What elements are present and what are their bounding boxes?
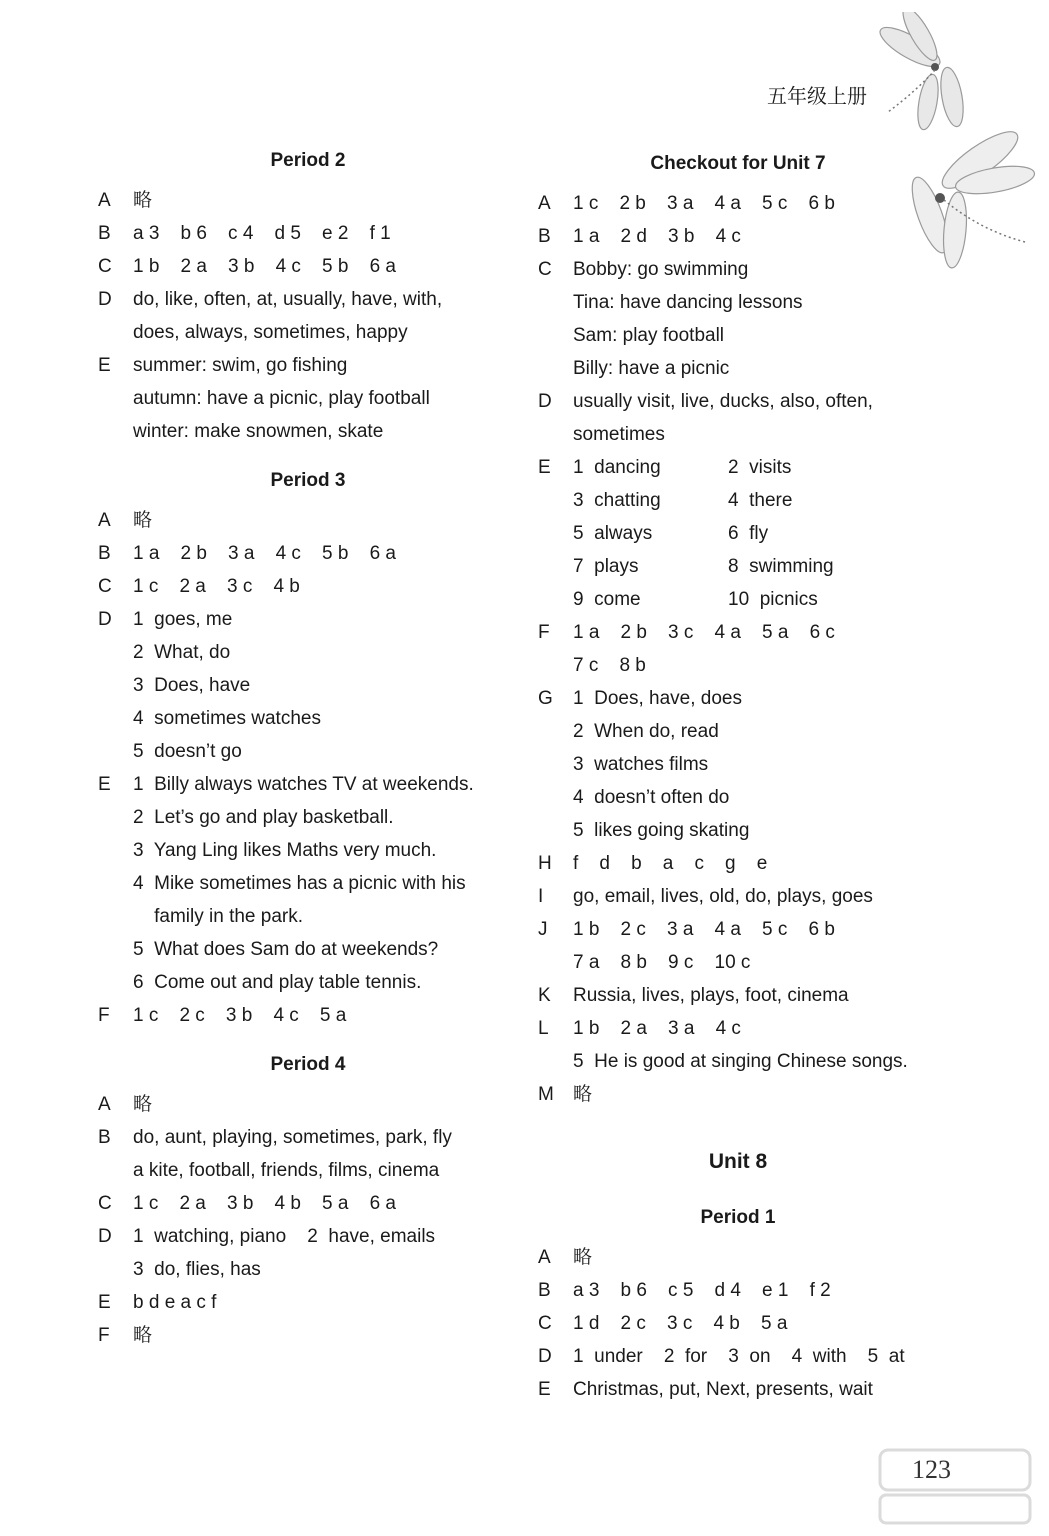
answer-row [98,1286,518,1319]
answer-text-second: 4 there [728,490,793,511]
answer-row [98,900,518,933]
answer-label [538,649,573,682]
answer-label: K [538,985,551,1006]
title-gap [538,1177,938,1185]
answer-label: E [538,457,551,478]
answer-text: 5 He is good at singing Chinese songs. [573,1051,908,1072]
answer-row [98,999,518,1032]
answer-label: B [98,223,111,244]
answer-text-second: 8 swimming [728,556,834,577]
section-title: Unit 8 [708,1150,768,1173]
answer-row [538,649,938,682]
section-spacer [98,448,518,466]
answer-text: a 3 b 6 c 5 d 4 e 1 f 2 [573,1280,831,1301]
answer-row [98,1220,518,1253]
answer-label: C [98,576,112,597]
answer-text: 1 b 2 c 3 a 4 a 5 c 6 b [573,919,835,940]
answer-row [538,979,938,1012]
answer-text: sometimes [573,424,665,445]
answer-row [98,250,518,283]
answer-text: 3 chatting [573,490,661,511]
answer-label [98,900,133,933]
answer-row [98,1253,518,1286]
answer-label: A [98,1094,111,1115]
watermark-logo [870,1440,1040,1530]
answer-label [98,1154,133,1187]
answer-label: D [538,1346,552,1367]
answer-label [98,1253,133,1286]
answer-row [98,217,518,250]
answer-text: 略 [133,1094,153,1115]
answer-text: 1 c 2 c 3 b 4 c 5 a [133,1005,347,1026]
answer-text: 4 doesn’t often do [573,787,730,808]
answer-text-second: 6 fly [728,523,769,544]
answer-row [98,1088,518,1121]
answer-label: D [538,391,552,412]
section-title: Period 4 [270,1054,346,1075]
answer-row [538,1373,938,1406]
answer-text: Bobby: go swimming [573,259,749,280]
answer-label: E [98,355,111,376]
answer-label: E [98,1292,111,1313]
answer-row [98,349,518,382]
answer-row [98,768,518,801]
answer-text: 略 [133,510,153,531]
answer-text: a 3 b 6 c 4 d 5 e 2 f 1 [133,223,391,244]
answer-label: J [538,919,548,940]
answer-row [98,966,518,999]
answer-row [98,415,518,448]
answer-text: 1 c 2 a 3 c 4 b [133,576,300,597]
answer-row [538,286,938,319]
title-gap [538,1233,938,1241]
answer-row [98,1121,518,1154]
answer-text: Russia, lives, plays, foot, cinema [573,985,849,1006]
answer-label [538,517,573,550]
answer-label [98,966,133,999]
answer-text: 7 c 8 b [573,655,646,676]
title-gap [98,176,518,184]
answer-label [98,933,133,966]
answer-row [98,801,518,834]
answer-row [98,1187,518,1220]
answer-row [98,636,518,669]
answer-row [98,933,518,966]
answer-row [538,220,938,253]
answer-row [538,715,938,748]
answer-row [538,517,938,550]
answer-label: E [538,1379,551,1400]
answer-text: 1 watching, piano 2 have, emails [133,1226,436,1247]
answer-row [538,781,938,814]
answer-text: 5 likes going skating [573,820,750,841]
answer-row [538,1340,938,1373]
answer-row [538,187,938,220]
left-answer-column [98,146,518,1352]
answer-label [98,415,133,448]
answer-label: B [98,543,111,564]
answer-row [538,1078,938,1111]
answer-text: 1 a 2 d 3 b 4 c [573,226,741,247]
answer-text: 9 come [573,589,641,610]
answer-label [98,316,133,349]
answer-row [98,834,518,867]
answer-row [538,550,938,583]
answer-text: Sam: play football [573,325,725,346]
answer-text: 7 a 8 b 9 c 10 c [573,952,751,973]
answer-row [538,451,938,484]
answer-text: 4 sometimes watches [133,708,321,729]
answer-text: Billy: have a picnic [573,358,730,379]
answer-row [538,1274,938,1307]
answer-text: 3 Does, have [133,675,251,696]
answer-label [98,867,133,900]
answer-text: 1 b 2 a 3 a 4 c [573,1018,741,1039]
answer-text: 5 What does Sam do at weekends? [133,939,439,960]
dragonfly-top-icon [870,12,980,132]
answer-label [98,382,133,415]
grade-label: 五年级上册 [767,84,867,108]
answer-text: 1 c 2 b 3 a 4 a 5 c 6 b [573,193,835,214]
answer-label [538,319,573,352]
answer-row [538,418,938,451]
answer-text: usually visit, live, ducks, also, often, [573,391,873,412]
answer-row [98,1154,518,1187]
answer-text: 4 Mike sometimes has a picnic with his [133,873,466,894]
answer-text: 略 [133,1325,153,1346]
answer-text: 1 dancing [573,457,661,478]
answer-label: A [538,1247,551,1268]
answer-row [98,382,518,415]
answer-text: 3 Yang Ling likes Maths very much. [133,840,437,861]
answer-text: 5 doesn’t go [133,741,242,762]
answer-label: C [98,1193,112,1214]
answer-row [538,1241,938,1274]
answer-row [98,603,518,636]
answer-text: winter: make snowmen, skate [133,421,384,442]
answer-text: 1 Does, have, does [573,688,742,709]
answer-label [98,669,133,702]
answer-text: does, always, sometimes, happy [133,322,408,343]
answer-text: do, aunt, playing, sometimes, park, fly [133,1127,452,1148]
answer-label: C [538,259,552,280]
answer-text: autumn: have a picnic, play football [133,388,430,409]
section-title: Period 3 [270,470,346,491]
answer-text: Christmas, put, Next, presents, wait [573,1379,873,1400]
answer-text: 1 a 2 b 3 a 4 c 5 b 6 a [133,543,396,564]
answer-row [98,570,518,603]
answer-label [538,814,573,847]
answer-row [538,880,938,913]
title-gap [538,179,938,187]
answer-row [538,1045,938,1078]
answer-row [98,867,518,900]
answer-row [538,748,938,781]
answer-label [98,636,133,669]
answer-row [538,1012,938,1045]
answer-label [538,286,573,319]
answer-text: 2 What, do [133,642,231,663]
answer-label: A [538,193,551,214]
answer-label: L [538,1018,549,1039]
answer-text: 1 b 2 a 3 b 4 c 5 b 6 a [133,256,396,277]
answer-row [538,484,938,517]
section-spacer [538,1111,938,1129]
answer-row [98,184,518,217]
title-gap [98,496,518,504]
answer-row [98,283,518,316]
answer-label: D [98,609,112,630]
answer-text: 3 watches films [573,754,709,775]
answer-text: b d e a c f [133,1292,217,1313]
answer-text: 6 Come out and play table tennis. [133,972,422,993]
answer-text: do, like, often, at, usually, have, with, [133,289,443,310]
answer-label: D [98,289,112,310]
answer-row [538,385,938,418]
answer-text: 1 under 2 for 3 on 4 with 5 at [573,1346,905,1367]
answer-label: B [538,226,551,247]
answer-label: B [98,1127,111,1148]
answer-row [538,253,938,286]
answer-label: B [538,1280,551,1301]
page-number: 123 [912,1455,951,1484]
answer-label [538,715,573,748]
answer-row [538,913,938,946]
answer-text: f d b a c g e [573,853,768,874]
answer-label: H [538,853,552,874]
answer-text: 1 Billy always watches TV at weekends. [133,774,474,795]
answer-label: F [98,1325,110,1346]
answer-label: D [98,1226,112,1247]
answer-label: C [538,1313,552,1334]
answer-text-second: 10 picnics [728,589,818,610]
answer-label: F [98,1005,110,1026]
answer-label: G [538,688,553,709]
answer-text: 1 goes, me [133,609,233,630]
answer-label [538,352,573,385]
answer-label [538,781,573,814]
answer-row [538,319,938,352]
answer-row [538,814,938,847]
answer-label: A [98,190,111,211]
answer-label: A [98,510,111,531]
section-title: Checkout for Unit 7 [650,153,826,174]
section-spacer [538,1129,938,1147]
answer-text: 3 do, flies, has [133,1259,261,1280]
answer-text: 略 [573,1247,593,1268]
answer-label: M [538,1084,554,1105]
section-spacer [538,1185,938,1203]
answer-label: C [98,256,112,277]
answer-label [98,702,133,735]
right-answer-column [538,149,938,1406]
answer-row [538,583,938,616]
answer-label [98,735,133,768]
answer-label [98,834,133,867]
answer-text: 2 When do, read [573,721,719,742]
answer-label: I [538,886,544,907]
answer-label: F [538,622,550,643]
answer-label: E [98,774,111,795]
answer-row [98,702,518,735]
answer-label [98,801,133,834]
answer-text: a kite, football, friends, films, cinema [133,1160,440,1181]
answer-text: family in the park. [133,906,304,927]
answer-text: 1 a 2 b 3 c 4 a 5 a 6 c [573,622,835,643]
answer-row [98,316,518,349]
answer-row [538,946,938,979]
answer-text: 2 Let’s go and play basketball. [133,807,394,828]
answer-text: 略 [133,190,153,211]
answer-row [98,669,518,702]
answer-row [538,847,938,880]
answer-text: 5 always [573,523,653,544]
answer-label [538,484,573,517]
answer-text: 1 d 2 c 3 c 4 b 5 a [573,1313,788,1334]
answer-row [98,735,518,768]
answer-row [538,616,938,649]
answer-label [538,748,573,781]
answer-row [538,1307,938,1340]
section-spacer [98,1032,518,1050]
answer-label [538,418,573,451]
section-title: Period 2 [270,150,346,171]
answer-row [538,352,938,385]
title-gap [98,1080,518,1088]
answer-label [538,550,573,583]
answer-row [98,537,518,570]
answer-text: Tina: have dancing lessons [573,292,803,313]
answer-text: go, email, lives, old, do, plays, goes [573,886,873,907]
answer-text: 7 plays [573,556,639,577]
answer-label [538,1045,573,1078]
answer-label [538,946,573,979]
answer-row [98,1319,518,1352]
answer-text: 1 c 2 a 3 b 4 b 5 a 6 a [133,1193,396,1214]
answer-label [538,583,573,616]
answer-text: summer: swim, go fishing [133,355,348,376]
answer-text: 略 [573,1084,593,1105]
answer-row [538,682,938,715]
answer-text-second: 2 visits [728,457,792,478]
answer-row [98,504,518,537]
section-title: Period 1 [700,1207,776,1228]
